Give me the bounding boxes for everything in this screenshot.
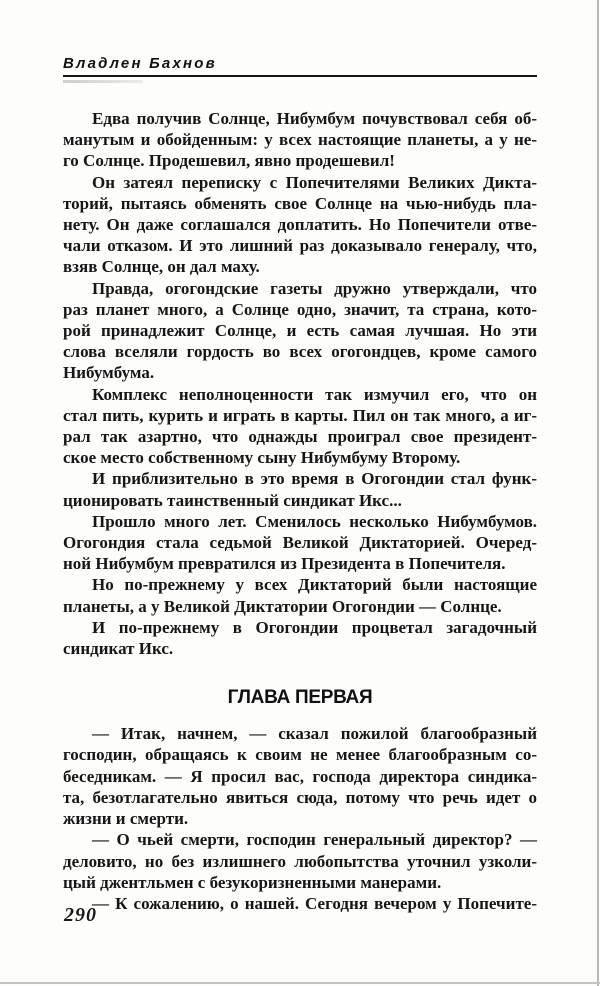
text-line: раз планет много, а Солнце одно, значит, та страна, кото- [63, 299, 537, 319]
text-line: цый джентльмен с безукоризненными манерами. [63, 872, 442, 892]
page-body [63, 108, 537, 914]
text-line: стал пить, курить и играть в карты. Пил он так много, а иг- [63, 405, 537, 425]
text-line: чали отказом. И это лишний раз доказывало генералу, что, [63, 236, 537, 256]
text-line: И приблизительно в это время в Огогондии стал функ- [92, 469, 537, 489]
text-line: нету. Он даже соглашался доплатить. Но Попечители отве- [63, 215, 537, 235]
text-line: Прошло много лет. Сменилось несколько Нибумбумов. [92, 511, 537, 531]
paragraph [63, 384, 537, 469]
text-line: торий, пытаясь обменять свое Солнце на чью-нибудь пла- [63, 193, 537, 213]
paragraph [63, 468, 537, 510]
author-name: Владлен Бахнов [63, 55, 217, 72]
paragraph [63, 893, 537, 914]
paragraph [63, 829, 537, 893]
text-line: планеты, а у Великой Диктатории Огогондии — Солнце. [63, 596, 502, 616]
text-line: го Солнце. Продешевил, явно продешевил! [63, 151, 395, 171]
text-line: рой принадлежит Солнце, и есть самая лучшая. Но эти [63, 321, 537, 341]
text-line: — К сожалению, о нашей. Сегодня вечером у Попечите- [92, 893, 537, 913]
text-line: Он затеял переписку с Попечителями Великих Дикта- [92, 172, 537, 192]
paragraph [63, 723, 537, 829]
text-line: ционировать таинственный синдикат Икс... [63, 490, 402, 510]
scan-edge-bottom [0, 982, 600, 984]
text-line: деловито, но без излишнего любопытства уточнил узколи- [63, 851, 537, 871]
paragraph [63, 278, 537, 384]
text-line: Едва получив Солнце, Нибумбум почувствовал себя об- [92, 109, 537, 128]
text-line: — Итак, начнем, — сказал пожилой благообразный [92, 724, 537, 744]
text-line: взяв Солнце, он дал маху. [63, 257, 260, 277]
page-number: 290 [64, 904, 97, 926]
text-line: та, безотлагательно явиться сюда, потому что речь идет о [63, 787, 537, 807]
text-line: ское место собственному сыну Нибумбуму Второму. [63, 448, 461, 468]
text-line: синдикат Икс. [63, 639, 174, 659]
chapter-heading: ГЛАВА ПЕРВАЯ [227, 687, 373, 709]
text-line: манутым и обойденным: у всех настоящие планеты, а у не- [63, 130, 537, 150]
text-line: господин, обращаясь к своим не менее благообразным со- [63, 745, 537, 765]
text-line: беседникам. — Я просил вас, господа директора синдика- [63, 766, 537, 786]
paragraph [63, 108, 537, 172]
text-line: Комплекс неполноценности так измучил его, что он [92, 384, 537, 404]
text-line: жизни и смерти. [63, 809, 189, 829]
paragraph [63, 172, 537, 278]
text-line: ной Нибумбум превратился из Президента в Попечителя. [63, 554, 506, 574]
header-rule [63, 75, 537, 77]
scan-smudge-artifact [63, 80, 143, 83]
text-line: Огогондия стала седьмой Великой Диктаторией. Очеред- [63, 533, 537, 553]
text-line: И по-прежнему в Огогондии процветал загадочный [92, 617, 537, 637]
text-line: — О чьей смерти, господин генеральный директор? — [92, 830, 537, 850]
text-line: Но по-прежнему у всех Диктаторий были настоящие [92, 575, 537, 595]
text-line: слова вселяли гордость во всех огогондцев, кроме самого [63, 342, 537, 362]
paragraph [63, 511, 537, 575]
paragraph [63, 574, 537, 616]
text-line: рал так азартно, что однажды проиграл свое президент- [63, 427, 537, 447]
running-header [63, 55, 537, 77]
text-line: Нибумбума. [63, 363, 155, 383]
paragraph [63, 617, 537, 659]
text-line: Правда, огогондские газеты дружно утверждали, что [92, 278, 537, 298]
scan-edge-right [597, 0, 599, 986]
